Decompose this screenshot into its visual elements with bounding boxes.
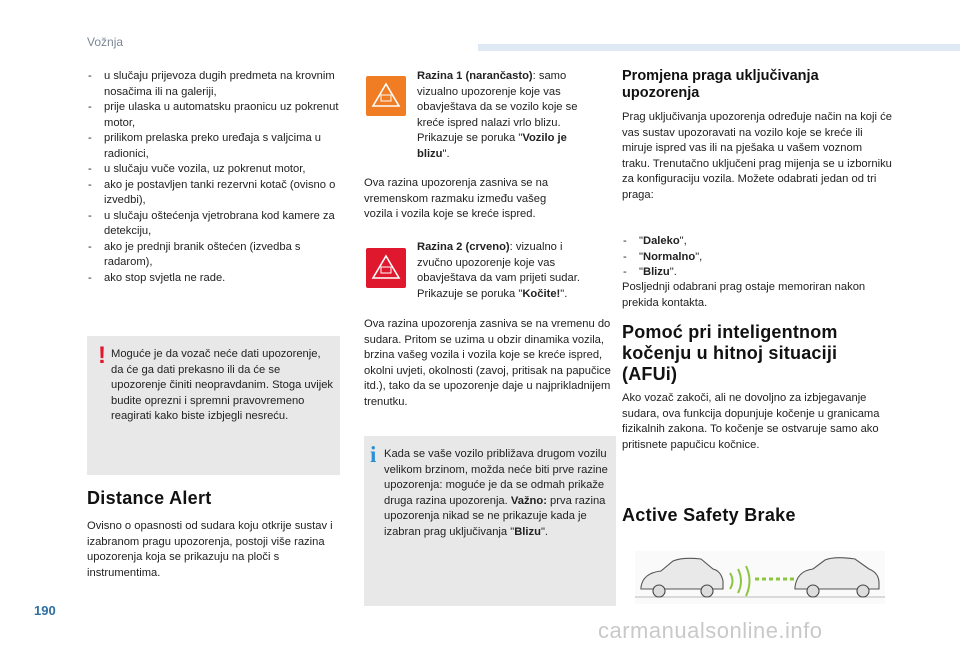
level2-description: Razina 2 (crveno): vizualno i zvučno upozorenje koje vas obavještava da vam prijeti sudar. Prikazuje se poruka "Kočite!". [417, 241, 580, 300]
asb-title: Active Safety Brake [622, 505, 796, 525]
warning-icon: ! [98, 342, 106, 369]
list-item: - u slučaju prijevoza dugih predmeta na krovnim nosačima ili na galeriji, [87, 69, 345, 100]
level1-message: Vozilo je blizu [417, 132, 567, 160]
list-item: - ako stop svjetla ne rade. [87, 271, 345, 287]
alert-level1-icon [361, 71, 411, 121]
list-item: - prilikom prelaska preko uređaja s valjcima u radionici, [87, 131, 345, 162]
conditions-list [87, 69, 345, 286]
list-item: - prije ulaska u automatsku praonicu uz pokrenut motor, [87, 100, 345, 131]
afu-text: Ako vozač zakoči, ali ne dovoljno za izbjegavanje sudara, ova funkcija dopunjuje kočenje u granicama fizikalnih zakona. To kočenje se ostvaruje samo ako pritisnete papučicu kočnice. [622, 392, 880, 451]
column-left [87, 69, 345, 286]
info-icon: i [370, 442, 377, 467]
list-item: - u slučaju vuče vozila, uz pokrenut motor, [87, 162, 345, 178]
info-text: Kada se vaše vozilo približava drugom vozilu velikom brzinom, možda neće biti prve razine upozorenja: moguće je da se odmah prikaže druga razina upozorenja. Važno: prva razina upozorenja nikad se ne prikazuje kada je izabran prag uključivanja "Blizu". [384, 448, 608, 538]
warning-note [87, 336, 340, 475]
triangle-car-orange-icon [366, 76, 406, 116]
section-header: Vožnja [87, 35, 124, 49]
level2-title: Razina 2 (crveno) [417, 241, 510, 253]
level1-title: Razina 1 (narančasto) [417, 70, 533, 82]
threshold-after: Posljednji odabrani prag ostaje memoriran nakon prekida kontakta. [622, 281, 866, 309]
triangle-car-red-icon [366, 248, 406, 288]
level1-description: Razina 1 (narančasto): samo vizualno upozorenje koje vas obavještava da se vozilo koje se kreće ispred nalazi vrlo blizu. Prikazuje se poruka "Vozilo je blizu". [417, 70, 578, 160]
distance-alert-text: Ovisno o opasnosti od sudara koju otkrije sustav i izabranom pragu upozorenja, postoji više razina upozorenja koja se prikazuju na ploči s instrumentima. [87, 520, 333, 579]
option-normal: - "Normalno", [622, 250, 892, 266]
watermark: carmanualsonline.info [598, 618, 823, 643]
level1-paragraph: Ova razina upozorenja zasniva se na vremenskom razmaku između vašeg vozila i vozila koje se kreće ispred. [364, 177, 549, 220]
warning-text: Moguće je da vozač neće dati upozorenje, da će ga dati prekasno ili da će se upozorenje činiti neopravdanim. Stoga uvijek budite oprezni i spremni pravovremeno reagirati kako biste izbjegli nesreću. [111, 348, 334, 422]
level2-message: Kočite! [522, 287, 561, 300]
info-note [364, 436, 616, 606]
alert-level2-icon [361, 243, 411, 293]
threshold-text: Prag uključivanja upozorenja određuje način na koji će vas sustav upozoravati na vozilo koje se kreće ili miruje ispred vas ili na pješaka u vašem voznom traku. Trenutačno uključeni prag mijenja se u izborniku za konfiguraciju vozila. Možete odabrati jedan od tri praga: [622, 111, 892, 201]
car-collision-illustration [635, 551, 885, 604]
list-item: - ako je postavljen tanki rezervni kotač (ovisno o izvedbi), [87, 178, 345, 209]
threshold-options [622, 234, 892, 281]
level2-paragraph: Ova razina upozorenja zasniva se na vremenu do sudara. Pritom se uzima u obzir dinamika vozila, brzina vašeg vozila i vozila koje se kreće ispred, okolni uvjeti, okolnosti (zavoj, pritisak na papučice itd.), tako da se upozorenje daje u najprikladnijem trenutku. [364, 318, 611, 408]
distance-alert-title: Distance Alert [87, 488, 212, 508]
option-far: - "Daleko", [622, 234, 892, 250]
afu-title: Pomoć pri inteligentnom kočenju u hitnoj situaciji (AFUi) [622, 322, 838, 384]
option-near: - "Blizu". [622, 265, 892, 281]
list-item: - ako je prednji branik oštećen (izvedba s radarom), [87, 240, 345, 271]
header-bar [478, 44, 960, 51]
list-item: - u slučaju oštećenja vjetrobrana kod kamere za detekciju, [87, 209, 345, 240]
page-number: 190 [34, 603, 56, 618]
threshold-title: Promjena praga uključivanja upozorenja [622, 68, 819, 101]
